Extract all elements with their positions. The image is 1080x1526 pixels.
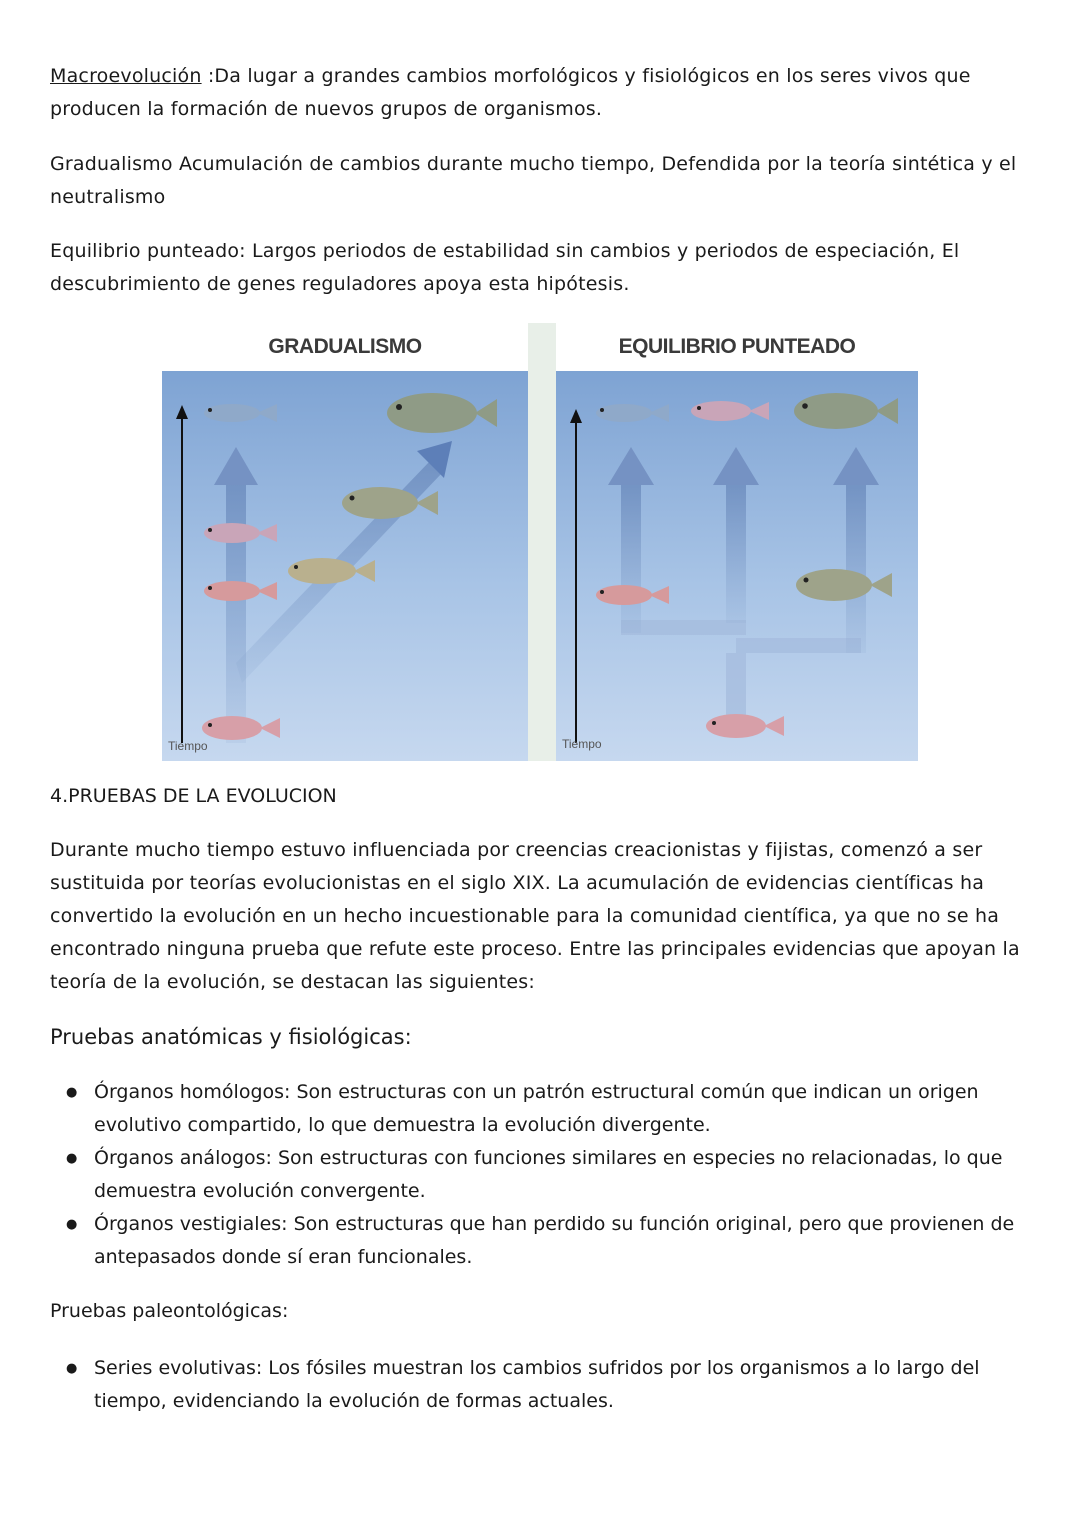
anatomical-list	[50, 1076, 1035, 1274]
time-axis-label: Tiempo	[562, 737, 602, 751]
fish-icon	[596, 404, 669, 422]
fish-icon	[204, 523, 277, 543]
arrow-head-right	[833, 447, 879, 485]
fish-icon	[794, 393, 898, 429]
lineage-trunk	[726, 653, 746, 723]
paleontological-list	[50, 1352, 1035, 1418]
macroevolucion-paragraph	[50, 60, 1035, 126]
time-axis-arrowhead	[176, 405, 188, 419]
arrow-head-left	[608, 447, 654, 485]
arrow-head-middle	[713, 447, 759, 485]
lineage-arrow-head-left	[214, 447, 258, 485]
gradualismo-paragraph: Gradualismo Acumulación de cambios durante mucho tiempo, Defendida por la teoría sintética y el neutralismo	[50, 153, 1017, 208]
section-paragraph: Durante mucho tiempo estuvo influenciada por creencias creacionistas y fijistas, comenzó a ser sustituida por teorías evolucionistas en el siglo XIX. La acumulación de evidencias científicas ha convertido la evolución en un hecho incuestionable para la comunidad científica, ya que no se ha encontrado ninguna prueba que refute este proceso. Entre las principales evidencias que apoyan la teoría de la evolución, se destacan las siguientes:	[50, 839, 1020, 993]
lineage-left	[621, 483, 641, 633]
lineage-middle	[726, 483, 746, 623]
list-item: ● Series evolutivas: Los fósiles muestran los cambios sufridos por los organismos a lo largo del tiempo, evidenciando la evolución de formas actuales.	[50, 1352, 1035, 1418]
fish-icon	[796, 569, 892, 601]
equilibrio-diagram	[556, 323, 918, 761]
time-axis-label: Tiempo	[168, 739, 208, 753]
gradualismo-title: GRADUALISMO	[268, 335, 422, 358]
evolution-models-figure	[162, 323, 918, 761]
fish-icon	[204, 404, 277, 422]
fish-icon	[596, 585, 669, 605]
anatomical-heading: Pruebas anatómicas y fisiológicas:	[50, 1025, 412, 1049]
paleontological-heading: Pruebas paleontológicas:	[50, 1300, 289, 1322]
equilibrio-title: EQUILIBRIO PUNTEADO	[618, 335, 856, 358]
equilibrio-panel	[556, 323, 918, 761]
gradualismo-panel	[162, 323, 528, 761]
fish-icon	[204, 581, 277, 601]
panel-divider	[528, 323, 556, 761]
section-heading: 4.PRUEBAS DE LA EVOLUCION	[50, 785, 337, 807]
lineage-trunk	[226, 483, 246, 743]
list-item: ● Órganos homólogos: Son estructuras con un patrón estructural común que indican un origen evolutivo compartido, lo que demuestra la evolución divergente.	[50, 1076, 1035, 1142]
fish-icon	[706, 714, 784, 738]
macroevolucion-term: Macroevolución	[50, 65, 202, 87]
fish-icon	[202, 716, 280, 740]
time-axis-arrowhead	[570, 409, 582, 423]
equilibrio-paragraph: Equilibrio punteado: Largos periodos de estabilidad sin cambios y periodos de especiación, El descubrimiento de genes reguladores apoya esta hipótesis.	[50, 240, 960, 295]
lineage-right	[846, 483, 866, 653]
list-item: ● Órganos análogos: Son estructuras con funciones similares en especies no relacionadas, lo que demuestra evolución convergente.	[50, 1142, 1035, 1208]
list-item: ● Órganos vestigiales: Son estructuras que han perdido su función original, pero que provienen de antepasados donde sí eran funcionales.	[50, 1208, 1035, 1274]
macroevolucion-text: :Da lugar a grandes cambios morfológicos y fisiológicos en los seres vivos que producen la formación de nuevos grupos de organismos.	[50, 65, 971, 120]
fish-icon	[288, 558, 375, 584]
fish-icon	[691, 401, 769, 421]
fish-icon	[387, 393, 497, 433]
lineage-crossbar-lower	[736, 638, 861, 653]
gradualismo-diagram	[162, 323, 528, 761]
